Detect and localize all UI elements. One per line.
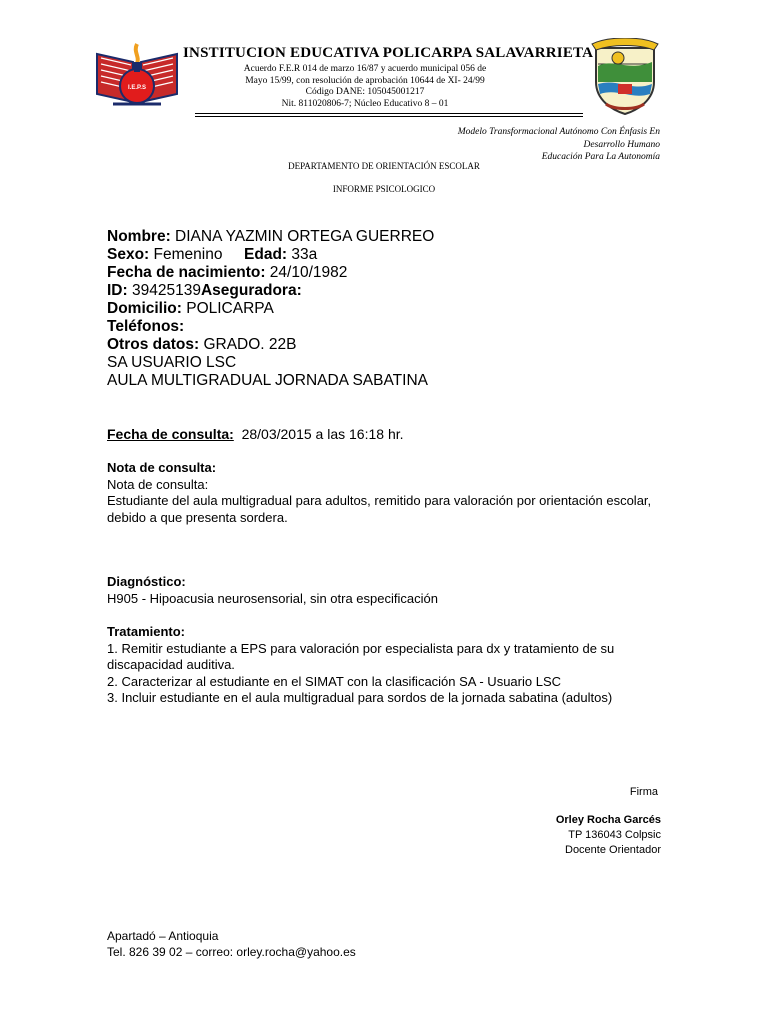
treatment-heading: Tratamiento: (107, 624, 186, 639)
birthdate-label: Fecha de nacimiento: (107, 264, 266, 281)
consultation-date-value: 28/03/2015 a las 16:18 hr. (241, 426, 404, 442)
signature-block (556, 813, 661, 858)
age-label: Edad: (244, 246, 288, 263)
municipal-crest (588, 38, 662, 116)
patient-id: 39425139 (131, 282, 201, 299)
footer-contact: Tel. 826 39 02 – correo: orley.rocha@yahoo.es (107, 944, 356, 959)
patient-birthdate: 24/10/1982 (269, 264, 348, 281)
phones-label: Teléfonos: (107, 318, 185, 335)
institution-logo (93, 40, 181, 112)
patient-name: DIANA YAZMIN ORTEGA GUERREO (175, 228, 435, 245)
note-text: Estudiante del aula multigradual para adultos, remitido para valoración por orientación escolar, debido a que presenta sordera. (107, 493, 652, 525)
patient-name-row (107, 228, 434, 246)
signature-label: Firma (629, 786, 658, 798)
motto-line: Modelo Transformacional Autónomo Con Énfasis En (457, 127, 660, 137)
patient-sex: Femenino (153, 246, 223, 263)
note-subheading: Nota de consulta: (107, 476, 209, 492)
signer-name: Orley Rocha Garcés (555, 814, 661, 826)
header-rule (195, 113, 583, 114)
signer-license: TP 136043 Colpsic (568, 829, 661, 841)
sex-label: Sexo: (107, 246, 150, 263)
patient-extra-1: SA USUARIO LSC (107, 354, 237, 371)
patient-extra-2: AULA MULTIGRADUAL JORNADA SABATINA (107, 372, 428, 389)
diagnosis-text: H905 - Hipoacusia neurosensorial, sin otra especificación (107, 590, 438, 606)
signer-role: Docente Orientador (565, 844, 661, 856)
address-row (107, 300, 434, 318)
patient-address: POLICARPA (186, 300, 274, 317)
other-data-row (107, 336, 434, 354)
report-title: INFORME PSICOLOGICO (332, 184, 436, 194)
legal-line-2: Mayo 15/99, con resolución de aprobación 10644 de XI- 24/99 (245, 75, 485, 86)
svg-text:I.E.P.S: I.E.P.S (128, 85, 146, 91)
sex-age-row (107, 246, 434, 264)
phones-row (107, 318, 434, 336)
motto-line: Desarrollo Humano (583, 139, 660, 150)
patient-info (107, 228, 434, 390)
birthdate-row (107, 264, 434, 282)
diagnosis-heading: Diagnóstico: (107, 574, 186, 589)
footer-city: Apartadó – Antioquia (107, 929, 219, 943)
consultation-date (107, 426, 404, 442)
id-row (107, 282, 434, 300)
treatment (107, 624, 667, 707)
institution-name: INSTITUCION EDUCATIVA POLICARPA SALAVARRIETA (183, 45, 594, 61)
department-title: DEPARTAMENTO DE ORIENTACIÓN ESCOLAR (288, 161, 480, 171)
note-heading: Nota de consulta: (107, 460, 217, 475)
model-motto (458, 126, 660, 164)
legal-line-1: Acuerdo F.E.R 014 de marzo 16/87 y acuerdo municipal 056 de (243, 64, 487, 74)
patient-age: 33a (291, 246, 318, 263)
header-rule (195, 116, 583, 117)
name-label: Nombre: (107, 228, 171, 245)
diagnosis (107, 574, 667, 607)
treatment-item: 1. Remitir estudiante a EPS para valoración por especialista para dx y tratamiento de su discapacidad auditiva. (107, 640, 615, 672)
other-data-label: Otros datos: (107, 336, 200, 353)
footer (107, 929, 356, 960)
institution-details (200, 64, 530, 110)
treatment-item: 3. Incluir estudiante en el aula multigradual para sordos de la jornada sabatina (adultos) (107, 690, 613, 705)
insurer-label: Aseguradora: (200, 282, 302, 299)
patient-other-data: GRADO. 22B (203, 336, 297, 353)
consultation-date-label: Fecha de consulta: (107, 426, 234, 442)
address-label: Domicilio: (107, 300, 182, 317)
nit-line: Nit. 811020806-7; Núcleo Educativo 8 – 01 (281, 98, 449, 109)
id-label: ID: (107, 282, 128, 299)
treatment-item: 2. Caracterizar al estudiante en el SIMAT con la clasificación SA - Usuario LSC (107, 673, 562, 689)
dane-code: Código DANE: 105045001217 (305, 87, 425, 97)
motto-line: Educación Para La Autonomía (541, 152, 660, 162)
consultation-note (107, 460, 667, 526)
